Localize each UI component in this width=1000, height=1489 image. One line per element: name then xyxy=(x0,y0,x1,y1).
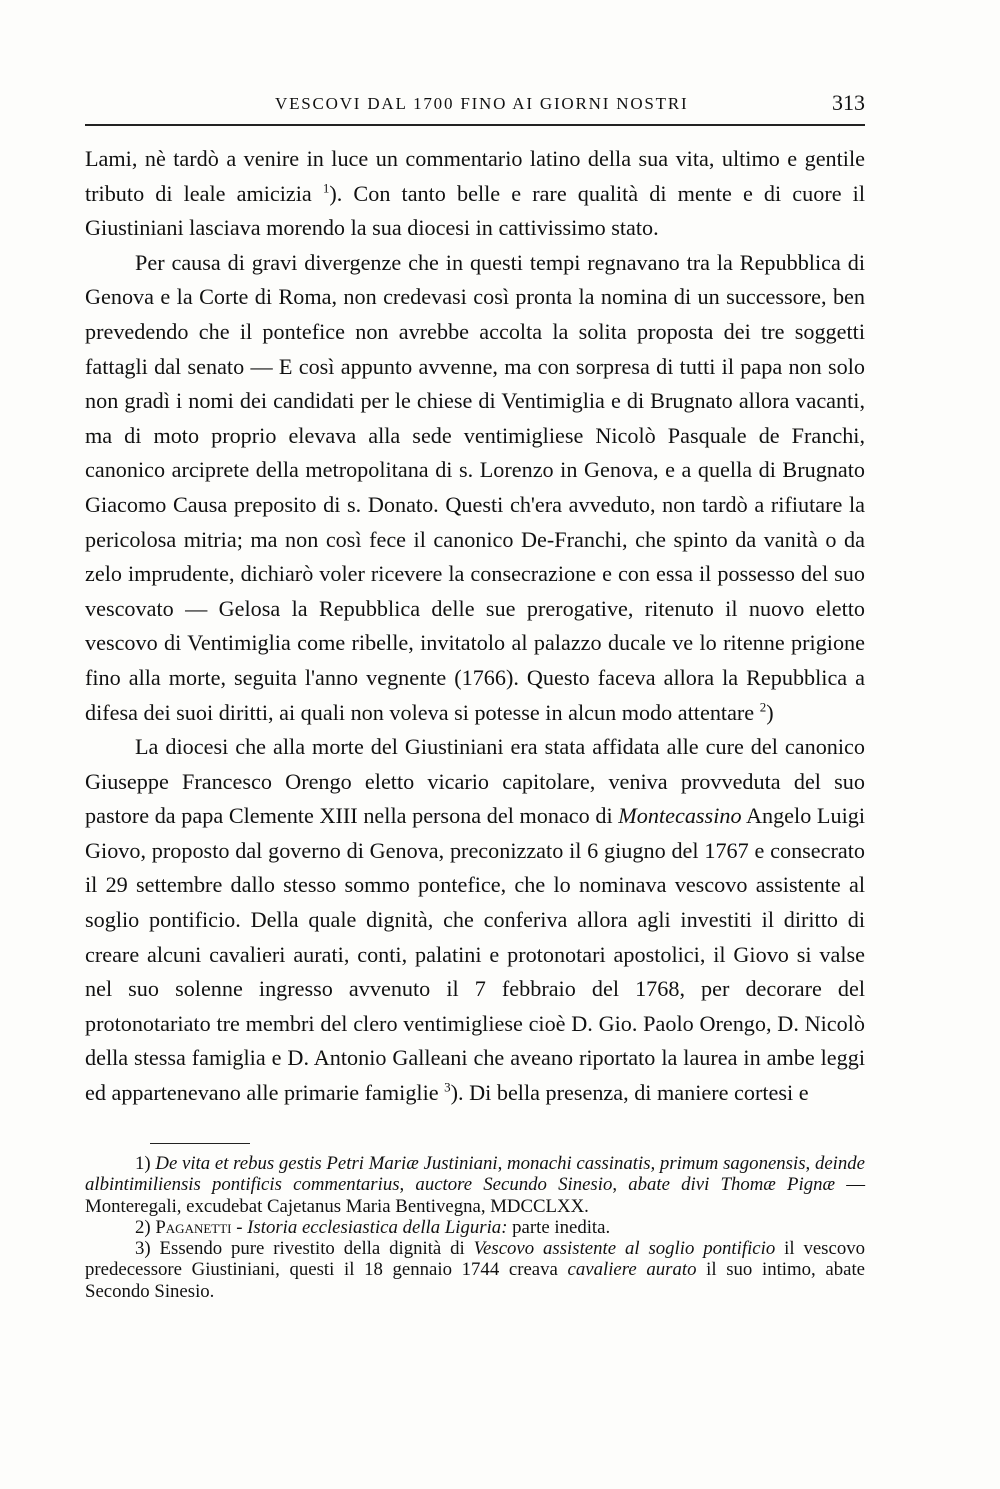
page-number: 313 xyxy=(832,90,865,115)
text-run: De vita et rebus gestis Petri Mariæ Justiniani xyxy=(155,1153,498,1174)
footnote-marker: 3 xyxy=(444,1079,451,1095)
text-run: deinde albintimiliensis pontificis commentarius xyxy=(85,1153,866,1196)
text-run: — Monteregali, excudebat Cajetanus Maria Bentivegna, MDCCLXX. xyxy=(85,1174,866,1217)
main-text xyxy=(85,142,865,1111)
text-run: Vescovo assistente al soglio pontificio xyxy=(473,1238,776,1260)
text-run: La diocesi che alla morte del Giustiniani era stata affidata alle cure del canonico Giuseppe Francesco Orengo eletto vicario capitolare, veniva provveduta del suo pastore da papa Clemente XIII nella persona del monaco di xyxy=(85,734,865,829)
text-run: Lami, nè tardò a venire in luce un commentario latino della sua vita, ultimo e gentile tributo di leale amicizia xyxy=(85,146,865,206)
text-run: abate divi Thomæ Pignæ xyxy=(628,1174,836,1196)
header-rule xyxy=(85,124,865,126)
footnote-marker: 2 xyxy=(759,699,767,715)
text-run: ). Con tanto belle e rare qualità di mente e di cuore il Giustiniani lasciava morendo la sua diocesi in cattivissimo stato. xyxy=(85,180,866,241)
text-run: parte inedita. xyxy=(507,1216,611,1238)
text-run: , xyxy=(612,1174,629,1196)
paragraph xyxy=(85,246,865,730)
text-run: ) xyxy=(766,699,774,725)
text-run: 1) xyxy=(135,1153,156,1174)
text-run: 2) xyxy=(135,1216,156,1238)
footnote xyxy=(85,1217,865,1238)
footnote xyxy=(85,1153,865,1217)
paragraph xyxy=(85,142,865,246)
text-run: Paganetti xyxy=(155,1216,232,1238)
text-run: Angelo Luigi Giovo, proposto dal governo di Genova, preconizzato il 6 giugno del 1767 e consecrato il 29 settembre dallo stesso sommo pontefice, che lo nominava vescovo assistente al soglio pontificio. Della quale dignità, che conferiva allora agli investiti il diritto di creare alcuni cavalieri aurati, conti, palatini e protonotari apostolici, il Giovo si valse nel suo solenne ingresso avvenuto il 7 febbraio del 1768, per decorare del protonotariato tre membri del clero ventimigliese cioè D. Gio. Paolo Orengo, D. Nicolò della stessa famiglia e D. Antonio Galleani che aveano riportato la laurea in ambe leggi ed appartenevano alle primarie famiglie xyxy=(85,803,865,1106)
text-run: monachi cassinatis, primum sagonensis xyxy=(507,1153,806,1174)
footnote xyxy=(85,1238,865,1302)
running-title: VESCOVI DAL 1700 FINO AI GIORNI NOSTRI xyxy=(275,94,689,113)
footnote-separator xyxy=(150,1143,250,1144)
text-run: Montecassino xyxy=(618,803,742,829)
text-run: il suo intimo, abate Secondo Sinesio. xyxy=(85,1259,865,1302)
paragraph xyxy=(85,730,865,1111)
text-run: , xyxy=(805,1153,815,1174)
text-run: ). Di bella presenza, di maniere cortesi e xyxy=(450,1080,809,1106)
text-run: Istoria ecclesiastica della Liguria: xyxy=(247,1216,508,1238)
text-run: - xyxy=(231,1216,248,1238)
text-run: , xyxy=(497,1153,508,1174)
footnote-marker: 1 xyxy=(322,180,330,196)
footnotes xyxy=(85,1153,865,1302)
text-run: auctore Secundo Sinesio xyxy=(415,1174,613,1196)
text-run: , xyxy=(399,1174,416,1196)
page-header xyxy=(85,88,865,118)
text-run: Per causa di gravi divergenze che in questi tempi regnavano tra la Repubblica di Genova e la Corte di Roma, non credevasi così pronta la nomina di un successore, ben prevedendo che il pontefice non avrebbe accolta la solita proposta dei tre soggetti fattagli dal senato — E così appunto avvenne, ma con sorpresa di tutti il papa non solo non gradì i nomi dei candidati per le chiese di Ventimiglia e di Brugnato allora vacanti, ma di moto proprio elevava alla sede ventimigliese Nicolò Pasquale de Franchi, canonico arciprete della metropolitana di s. Lorenzo in Genova, e a quella di Brugnato Giacomo Causa preposito di s. Donato. Questi ch'era avveduto, non tardò a rifiutare la pericolosa mitria; ma non così fece il canonico De-Franchi, che spinto da vanità o da zelo imprudente, dichiarò voler ricevere la consecrazione e con essa il possesso del suo vescovato — Gelosa la Repubblica delle sue prerogative, ritenuto il nuovo eletto vescovo di Ventimiglia come ribelle, invitatolo al palazzo ducale ve lo ritenne prigione fino alla morte, seguita l'anno vegnente (1766). Questo faceva allora la Repubblica a difesa dei suoi diritti, ai quali non voleva si potesse in alcun modo attentare xyxy=(85,249,865,725)
text-run: cavaliere aurato xyxy=(567,1259,697,1281)
text-run: 3) Essendo pure rivestito della dignità di xyxy=(135,1238,474,1260)
text-run: il vescovo predecessore Giustiniani, questi il 18 gennaio 1744 creava xyxy=(85,1238,866,1281)
